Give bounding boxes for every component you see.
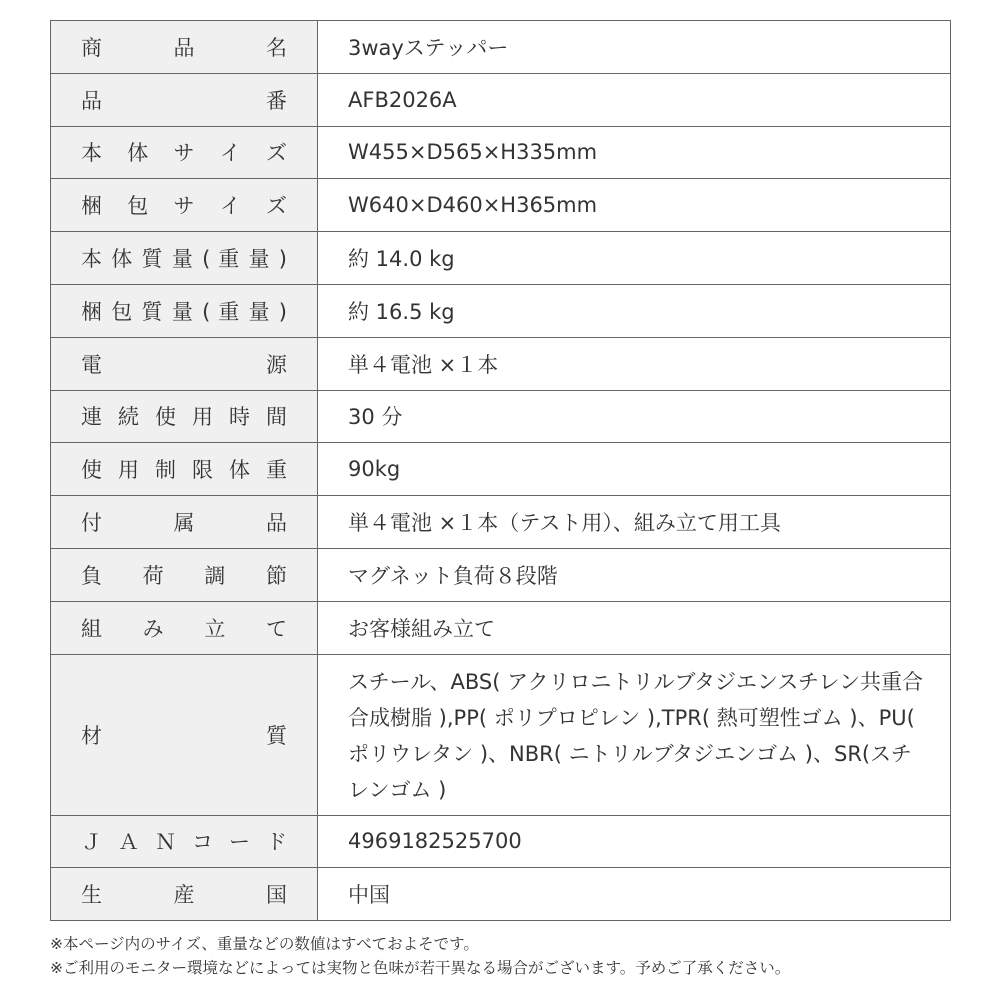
spec-value: 中国 bbox=[318, 868, 951, 921]
spec-label-cell bbox=[51, 179, 318, 232]
spec-label: 電 源 bbox=[81, 352, 287, 377]
spec-label-cell bbox=[51, 654, 318, 815]
spec-value: スチール、ABS( アクリロニトリルブタジエンスチレン共重合合成樹脂 ),PP( ポリプロピレン ),TPR( 熱可塑性ゴム )、PU( ポリウレタン )、NBR( ニトリルブタジエンゴム )、SR(スチレンゴム ) bbox=[318, 654, 951, 815]
spec-label: Ｊ Ａ Ｎ コ ー ド bbox=[81, 830, 287, 855]
spec-label: 本 体 質 量 ( 重 量 ) bbox=[81, 247, 287, 272]
spec-value: 単４電池 ×１本 bbox=[318, 337, 951, 390]
spec-row bbox=[51, 868, 951, 921]
spec-label-cell bbox=[51, 601, 318, 654]
spec-row bbox=[51, 21, 951, 74]
spec-value: 単４電池 ×１本（テスト用）、組み立て用工具 bbox=[318, 496, 951, 549]
spec-table bbox=[50, 20, 951, 921]
spec-value: 4969182525700 bbox=[318, 815, 951, 868]
spec-row bbox=[51, 601, 951, 654]
spec-row bbox=[51, 654, 951, 815]
spec-label-cell bbox=[51, 337, 318, 390]
spec-row bbox=[51, 232, 951, 285]
spec-label: 生 産 国 bbox=[81, 883, 287, 908]
footnotes bbox=[50, 932, 790, 980]
spec-label-cell bbox=[51, 548, 318, 601]
footnote-colors: ※ご利用のモニター環境などによっては実物と色味が若干異なる場合がございます。予めご了承ください。 bbox=[50, 959, 791, 977]
spec-label-cell bbox=[51, 73, 318, 126]
spec-value: お客様組み立て bbox=[318, 601, 951, 654]
spec-label-cell bbox=[51, 496, 318, 549]
spec-label: 本 体 サ イ ズ bbox=[81, 141, 287, 166]
spec-label: 梱 包 サ イ ズ bbox=[81, 194, 287, 219]
spec-row bbox=[51, 337, 951, 390]
spec-row bbox=[51, 284, 951, 337]
spec-row bbox=[51, 548, 951, 601]
spec-row bbox=[51, 126, 951, 179]
spec-label: 連 続 使 用 時 間 bbox=[81, 405, 287, 430]
spec-row bbox=[51, 73, 951, 126]
spec-value: 90kg bbox=[318, 443, 951, 496]
spec-label-cell bbox=[51, 815, 318, 868]
spec-label: 商 品 名 bbox=[81, 35, 287, 60]
spec-value: 3wayステッパー bbox=[318, 21, 951, 74]
spec-value: マグネット負荷８段階 bbox=[318, 548, 951, 601]
spec-row bbox=[51, 815, 951, 868]
spec-label: 組 み 立 て bbox=[81, 616, 287, 641]
spec-row bbox=[51, 390, 951, 443]
spec-label-cell bbox=[51, 390, 318, 443]
spec-label-cell bbox=[51, 443, 318, 496]
spec-value: 30 分 bbox=[318, 390, 951, 443]
spec-value: 約 16.5 kg bbox=[318, 284, 951, 337]
spec-label-cell bbox=[51, 232, 318, 285]
spec-row bbox=[51, 443, 951, 496]
spec-label: 材 質 bbox=[81, 723, 287, 748]
spec-label-cell bbox=[51, 284, 318, 337]
spec-row bbox=[51, 179, 951, 232]
spec-label: 付 属 品 bbox=[81, 511, 287, 536]
footnote-sizes: ※本ページ内のサイズ、重量などの数値はすべておよそです。 bbox=[50, 935, 479, 953]
spec-label: 品 番 bbox=[81, 88, 287, 113]
spec-value: W640×D460×H365mm bbox=[318, 179, 951, 232]
spec-label-cell bbox=[51, 126, 318, 179]
spec-label: 使 用 制 限 体 重 bbox=[81, 458, 287, 483]
spec-label: 負 荷 調 節 bbox=[81, 563, 287, 588]
spec-row bbox=[51, 496, 951, 549]
spec-label-cell bbox=[51, 868, 318, 921]
spec-label-cell bbox=[51, 21, 318, 74]
spec-value: AFB2026A bbox=[318, 73, 951, 126]
spec-label: 梱 包 質 量 ( 重 量 ) bbox=[81, 299, 287, 324]
spec-value: 約 14.0 kg bbox=[318, 232, 951, 285]
spec-value: W455×D565×H335mm bbox=[318, 126, 951, 179]
